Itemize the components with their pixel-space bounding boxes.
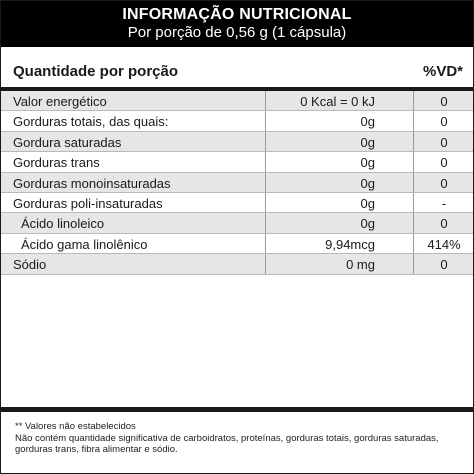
nutrient-amount: 0g bbox=[360, 134, 375, 150]
nutrient-daily-value: - bbox=[441, 195, 447, 211]
nutrient-row bbox=[1, 234, 473, 254]
nutrient-daily-value: 414% bbox=[427, 236, 461, 252]
column-separator bbox=[413, 132, 414, 151]
nutrient-name: Gorduras totais, das quais: bbox=[13, 114, 169, 130]
column-separator bbox=[413, 193, 414, 212]
footer-divider bbox=[1, 407, 473, 412]
nutrient-amount: 0 Kcal = 0 kJ bbox=[300, 94, 375, 109]
column-separator bbox=[413, 213, 414, 232]
nutrient-name: Gorduras monoinsaturadas bbox=[13, 175, 171, 191]
footnotes bbox=[15, 421, 465, 456]
nutrition-header bbox=[1, 1, 473, 47]
serving-size: Por porção de 0,56 g (1 cápsula) bbox=[127, 24, 347, 41]
column-separator bbox=[265, 193, 266, 212]
nutrient-daily-value: 0 bbox=[440, 155, 448, 171]
footnote-insignificant: Não contém quantidade significativa de carboidratos, proteínas, gorduras totais, gorduras saturadas, gorduras trans, fibra alimentar e sódio. bbox=[15, 432, 439, 455]
nutrition-title: INFORMAÇÃO NUTRICIONAL bbox=[122, 6, 352, 23]
nutrient-row bbox=[1, 213, 473, 233]
nutrient-amount: 0 mg bbox=[346, 257, 375, 273]
nutrient-row bbox=[1, 111, 473, 131]
nutrient-daily-value: 0 bbox=[440, 257, 448, 273]
nutrient-row bbox=[1, 254, 473, 274]
column-separator bbox=[413, 254, 414, 273]
column-separator bbox=[413, 91, 414, 110]
nutrient-name: Gordura saturadas bbox=[13, 134, 122, 150]
nutrient-daily-value: 0 bbox=[440, 134, 448, 150]
column-separator bbox=[265, 91, 266, 110]
nutrient-row bbox=[1, 91, 473, 111]
column-separator bbox=[265, 254, 266, 273]
nutrient-name: Gorduras trans bbox=[13, 155, 100, 171]
nutrient-name: Ácido linoleico bbox=[21, 216, 105, 232]
column-separator bbox=[265, 132, 266, 151]
portion-column-label: Quantidade por porção bbox=[13, 63, 179, 80]
nutrient-daily-value: 0 bbox=[440, 175, 448, 191]
nutrient-name: Valor energético bbox=[13, 94, 107, 109]
column-separator bbox=[265, 111, 266, 130]
nutrient-amount: 0g bbox=[360, 114, 375, 130]
daily-value-column-label: %VD* bbox=[422, 63, 463, 80]
nutrient-row bbox=[1, 152, 473, 172]
nutrient-row bbox=[1, 193, 473, 213]
column-separator bbox=[413, 234, 414, 253]
nutrient-daily-value: 0 bbox=[440, 216, 448, 232]
nutrient-amount: 0g bbox=[360, 175, 375, 191]
nutrient-name: Sódio bbox=[13, 257, 47, 273]
nutrient-daily-value: 0 bbox=[440, 114, 448, 130]
column-separator bbox=[413, 152, 414, 171]
footnote-not-established: ** Valores não estabelecidos bbox=[15, 421, 136, 432]
nutrient-amount: 0g bbox=[360, 216, 375, 232]
nutrient-row bbox=[1, 173, 473, 193]
column-separator bbox=[265, 152, 266, 171]
column-separator bbox=[265, 234, 266, 253]
nutrient-name: Ácido gama linolênico bbox=[21, 236, 148, 252]
column-header bbox=[1, 57, 473, 91]
nutrient-row bbox=[1, 132, 473, 152]
nutrient-amount: 0g bbox=[360, 195, 375, 211]
column-separator bbox=[413, 111, 414, 130]
nutrient-amount: 0g bbox=[360, 155, 375, 171]
column-separator bbox=[265, 173, 266, 192]
nutrient-daily-value: 0 bbox=[440, 94, 448, 109]
nutrient-table bbox=[1, 91, 473, 275]
nutrient-name: Gorduras poli-insaturadas bbox=[13, 195, 163, 211]
nutrient-amount: 9,94mcg bbox=[325, 236, 375, 252]
column-separator bbox=[413, 173, 414, 192]
column-separator bbox=[265, 213, 266, 232]
